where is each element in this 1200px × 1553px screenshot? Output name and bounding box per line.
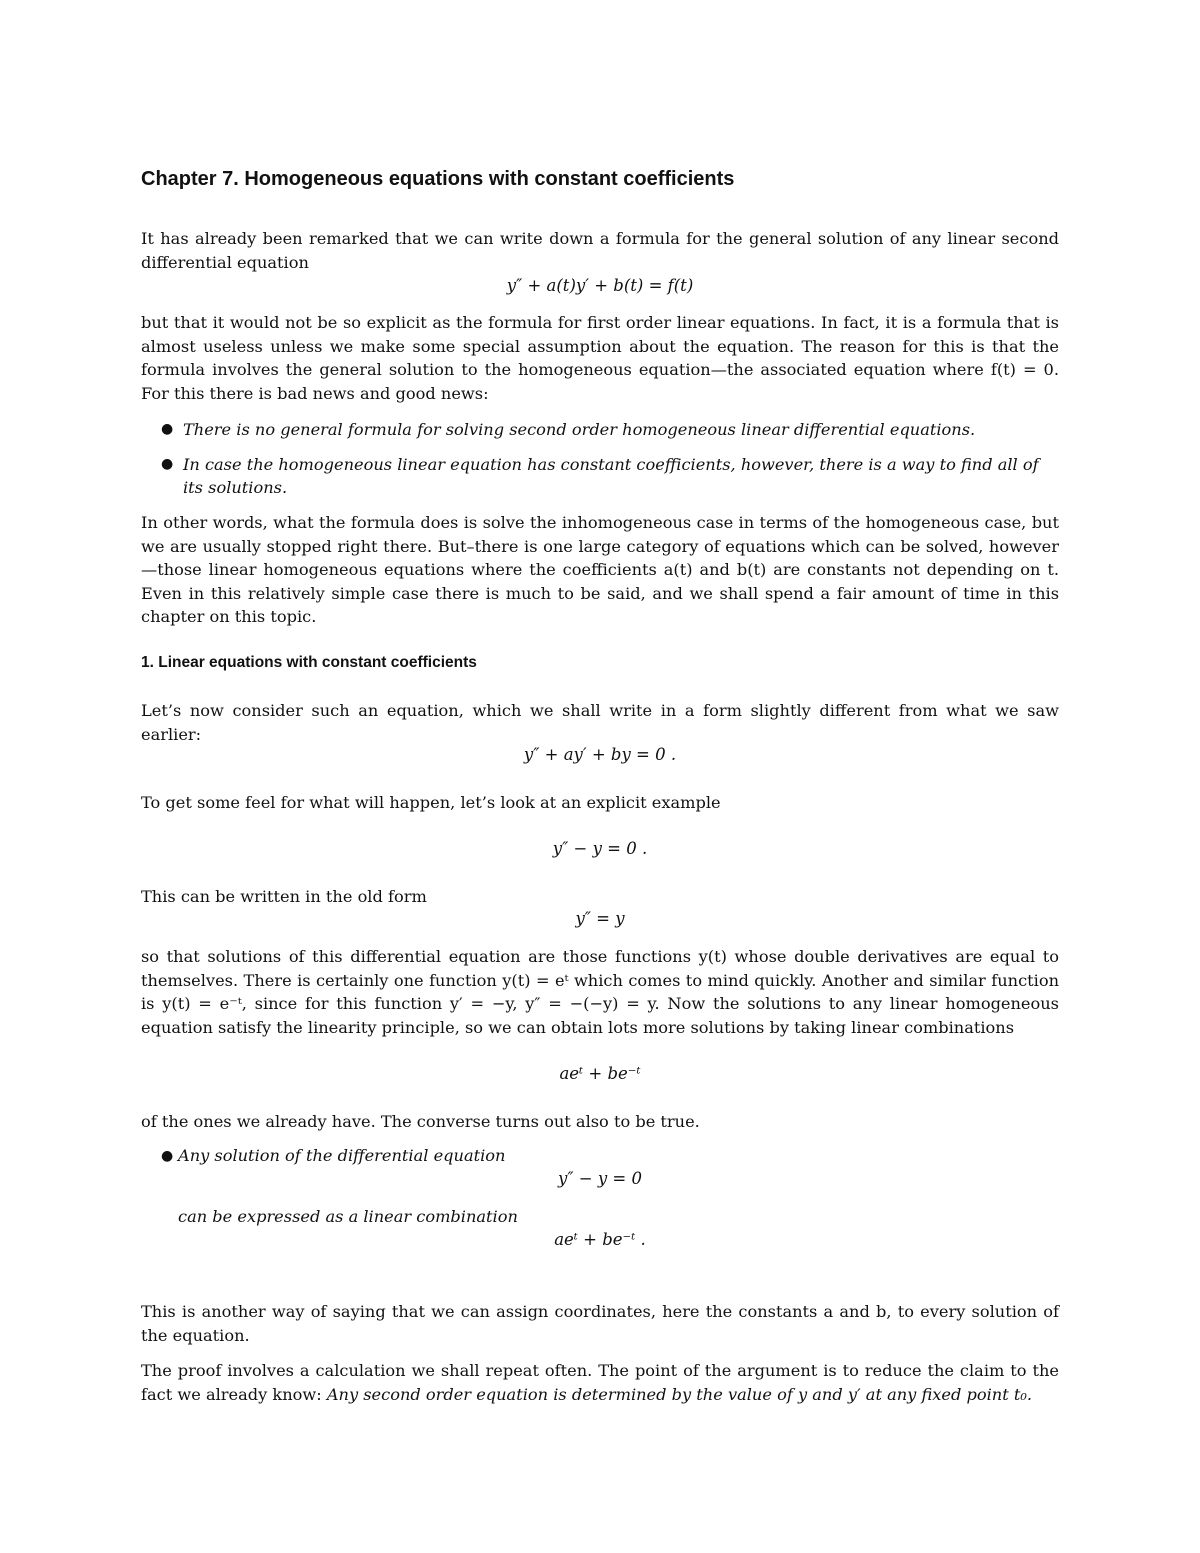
paragraph-4-block <box>141 699 1059 746</box>
paragraph-4: Let’s now consider such an equation, which we shall write in a form slightly different from what we saw earlier: <box>141 701 1059 744</box>
paragraph-10-text: The proof involves a calculation we shall repeat often. The point of the argument is to reduce the claim to the fact we already know: <box>141 1361 1059 1404</box>
news-bullets <box>141 418 1059 500</box>
section-title: 1. Linear equations with constant coefficients <box>141 654 477 671</box>
chapter-title-block <box>141 168 1059 191</box>
paragraph-9-block <box>141 1300 1059 1347</box>
paragraph-3-block <box>141 511 1059 629</box>
paragraph-5-block <box>141 791 1059 815</box>
paragraph-7-block <box>141 945 1059 1039</box>
intro-paragraph: It has already been remarked that we can write down a formula for the general solution of any linear second differential equation <box>141 229 1059 272</box>
equation-general: y″ + a(t)y′ + b(t) = f(t) <box>506 276 694 295</box>
bullet-item <box>141 418 1059 442</box>
paragraph-8-block <box>141 1110 1059 1134</box>
paragraph-10 <box>141 1359 1059 1406</box>
equation-combination: aeᵗ + be⁻ᵗ <box>559 1064 641 1083</box>
bullet-item <box>141 453 1059 500</box>
bullet-dot-icon: ● <box>161 421 174 437</box>
equation-example: y″ − y = 0 . <box>552 839 648 858</box>
claim-bullet <box>141 1145 1059 1255</box>
equation-constant: y″ + ay′ + by = 0 . <box>523 745 677 764</box>
equation-old-form: y″ = y <box>575 909 625 928</box>
bullet-text: There is no general formula for solving second order homogeneous linear differential equations. <box>183 420 976 439</box>
claim-text-1: Any solution of the differential equation <box>178 1146 506 1165</box>
bullet-dot-icon: ● <box>161 1148 174 1164</box>
paragraph-6-block <box>141 885 1059 909</box>
paragraph-2-block <box>141 311 1059 405</box>
paragraph-6: This can be written in the old form <box>141 887 427 906</box>
paragraph-10-italic: Any second order equation is determined by the value of y and y′ at any fixed point t₀. <box>326 1384 1032 1404</box>
claim-text-2: can be expressed as a linear combination <box>178 1207 518 1226</box>
paragraph-10-block <box>141 1359 1059 1406</box>
claim-equation-2: aeᵗ + be⁻ᵗ . <box>554 1230 646 1249</box>
paragraph-9: This is another way of saying that we can assign coordinates, here the constants a and b, to every solution of the equation. <box>141 1302 1059 1345</box>
paragraph-3: In other words, what the formula does is solve the inhomogeneous case in terms of the homogeneous case, but we are usually stopped right there. But–there is one large category of equations which can be solved, however—those linear homogeneous equations where the coefficients a(t) and b(t) are constants not depending on t. Even in this relatively simple case there is much to be said, and we shall spend a fair amount of time in this chapter on this topic. <box>141 513 1059 626</box>
paragraph-2: but that it would not be so explicit as the formula for first order linear equations. In fact, it is a formula that is almost useless unless we make some special assumption about the equation. The reason for this is that the formula involves the general solution to the homogeneous equation—the associated equation where f(t) = 0. For this there is bad news and good news: <box>141 313 1059 403</box>
paragraph-8: of the ones we already have. The converse turns out also to be true. <box>141 1112 700 1131</box>
section-title-block <box>141 654 1059 672</box>
claim-equation-1: y″ − y = 0 <box>558 1169 642 1188</box>
bullet-dot-icon: ● <box>161 455 174 472</box>
chapter-title: Chapter 7. Homogeneous equations with constant coefficients <box>141 168 735 190</box>
paragraph-7: so that solutions of this differential equation are those functions y(t) whose double derivatives are equal to themselves. There is certainly one function y(t) = eᵗ which comes to mind quickly. Another and similar function is y(t) = e⁻ᵗ, since for this function y′ = −y, y″ = −(−y) = y. Now the solutions to any linear homogeneous equation satisfy the linearity principle, so we can obtain lots more solutions by taking linear combinations <box>141 947 1059 1037</box>
paragraph-5: To get some feel for what will happen, let’s look at an explicit example <box>141 793 721 812</box>
intro-block <box>141 227 1059 274</box>
bullet-text: In case the homogeneous linear equation has constant coefficients, however, there is a way to find all of its solutions. <box>183 454 1039 497</box>
